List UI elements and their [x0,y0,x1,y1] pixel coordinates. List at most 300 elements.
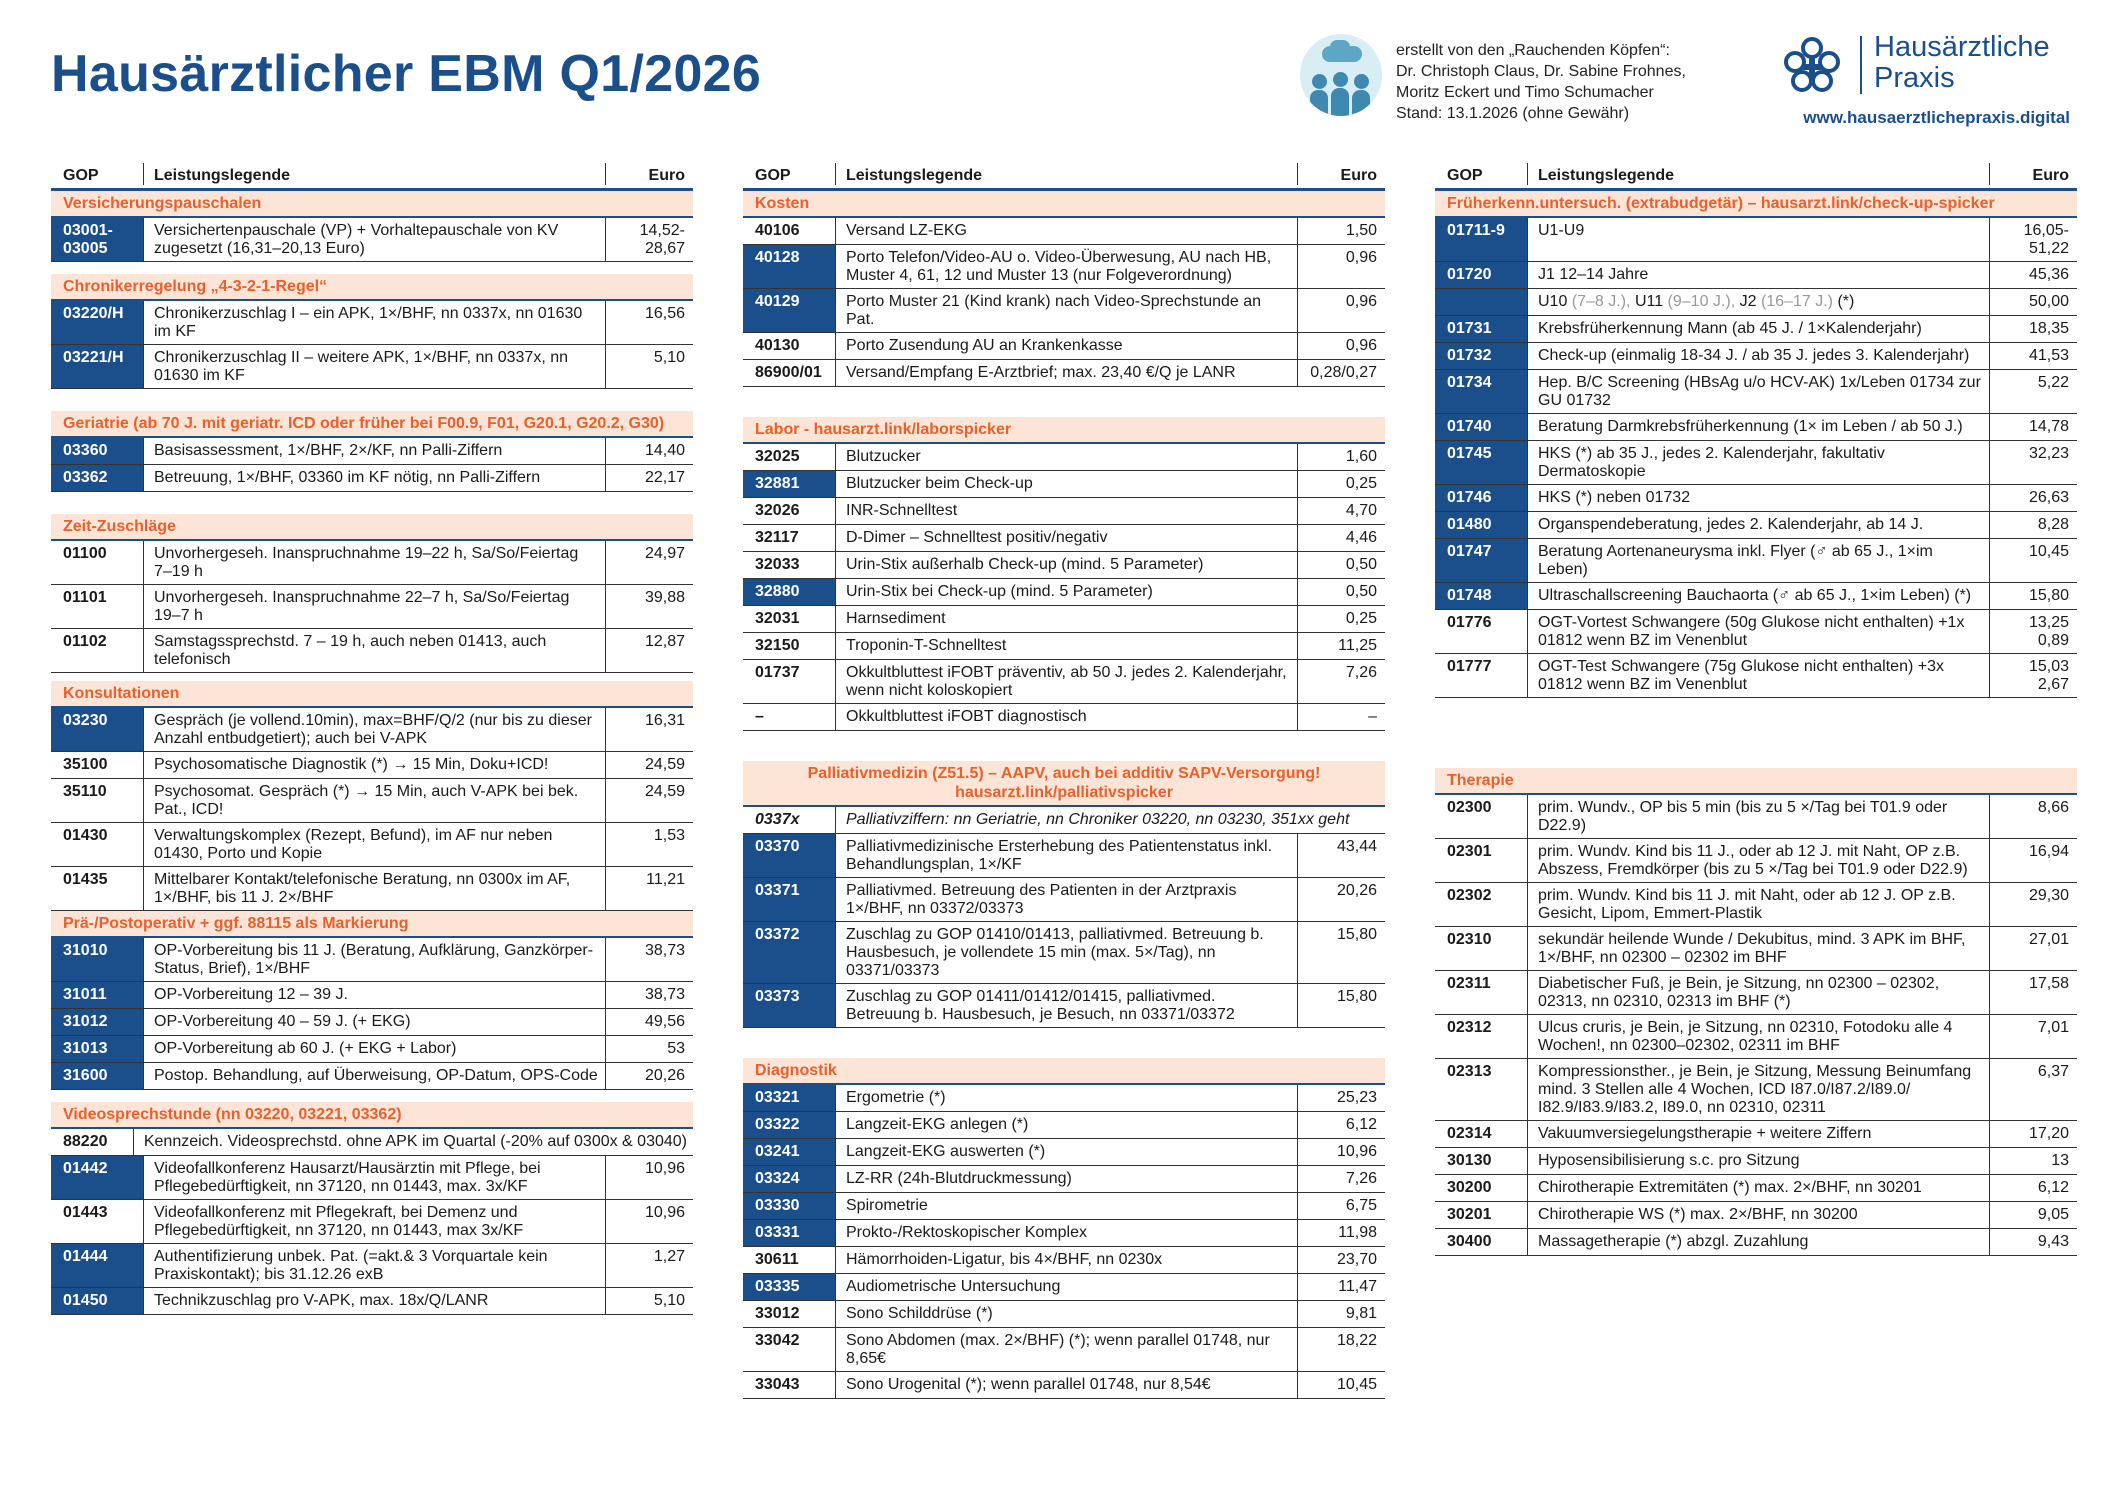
euro-value: 29,30 [1989,883,2077,926]
hausaerztliche-praxis-logo [1780,30,2080,130]
euro-value: 4,70 [1297,498,1385,524]
table-row [743,922,1385,984]
service-description: Urin-Stix außerhalb Check-up (mind. 5 Parameter) [835,552,1297,578]
service-description: Okkultbluttest iFOBT diagnostisch [835,704,1297,730]
table-row [1435,370,2077,414]
table-row [51,301,693,345]
section [51,911,693,1090]
service-description: Zuschlag zu GOP 01411/01412/01415, palliativmed. Betreuung b. Hausbesuch, je Besuch, nn 03371/03372 [835,984,1297,1027]
service-description: Zuschlag zu GOP 01410/01413, palliativmed. Betreuung b. Hausbesuch, je vollendete 15 min (max. 5×/Tag), nn 03371/03373 [835,922,1297,983]
euro-value: 45,36 [1989,262,2077,288]
gop-code: 03372 [743,922,835,983]
euro-value: 38,73 [605,982,693,1008]
gop-code: 32025 [755,448,800,465]
column-2 [743,163,1385,1399]
service-description: prim. Wundv. Kind bis 11 J. mit Naht, oder ab 12 J. OP z.B. Gesicht, Lipom, Emmert-Plastik [1527,883,1989,926]
exam-label: U10 [1538,293,1568,310]
service-description: Porto Muster 21 (Kind krank) nach Video-Sprechstunde an Pat. [835,289,1297,332]
section-title: Labor - hausarzt.link/laborspicker [743,417,1385,444]
gop-code: 35100 [63,756,108,773]
table-row [743,498,1385,525]
gop-code: 31600 [51,1063,143,1089]
gop-code: 02310 [1447,931,1492,948]
gop-code: 01480 [1435,512,1527,538]
service-description: Sono Schilddrüse (*) [835,1301,1297,1327]
euro-value: 50,00 [1989,289,2077,315]
service-description: J1 12–14 Jahre [1527,262,1989,288]
service-description: Diabetischer Fuß, je Bein, je Sitzung, nn 02300 – 02302, 02313, nn 02310, 02313 im BHF (*) [1527,971,1989,1014]
header-legend: Leistungslegende [143,163,605,185]
euro-value: 16,56 [605,301,693,344]
euro-value: 10,96 [605,1200,693,1243]
table-header [51,163,693,191]
service-description: Blutzucker [835,444,1297,470]
euro-value: 41,53 [1989,343,2077,369]
gop-code: 01430 [63,827,108,844]
service-description: Ultraschallscreening Bauchaorta (♂ ab 65 J., 1×im Leben) (*) [1527,583,1989,609]
service-description: OP-Vorbereitung 12 – 39 J. [143,982,605,1008]
gop-code: 03335 [743,1274,835,1300]
table-row [743,1166,1385,1193]
service-description: Versichertenpauschale (VP) + Vorhaltepauschale von KV zugesetzt (16,31–20,13 Euro) [143,218,605,261]
service-description: Organspendeberatung, jedes 2. Kalenderjahr, ab 14 J. [1527,512,1989,538]
gop-code: 30130 [1447,1152,1492,1169]
gop-code: 31013 [51,1036,143,1062]
gop-code: 30201 [1447,1206,1492,1223]
service-description: Beratung Aortenaneurysma inkl. Flyer (♂ ab 65 J., 1×im Leben) [1527,539,1989,582]
service-description: Technikzuschlag pro V-APK, max. 18x/Q/LANR [143,1288,605,1314]
section-title: Therapie [1435,768,2077,795]
table-row [743,1274,1385,1301]
section [51,1102,693,1315]
table-row [743,444,1385,471]
table-row [743,984,1385,1028]
euro-value: 10,96 [605,1156,693,1199]
service-description: Massagetherapie (*) abzgl. Zuzahlung [1527,1229,1989,1255]
euro-value: 14,52- 28,67 [605,218,693,261]
euro-value: 10,45 [1297,1372,1385,1398]
section [743,191,1385,387]
table-row [1435,262,2077,289]
service-description: Basisassessment, 1×/BHF, 2×/KF, nn Palli-Ziffern [143,438,605,464]
gop-code: 01711-9 [1435,218,1527,261]
service-description: Hämorrhoiden-Ligatur, bis 4×/BHF, nn 0230x [835,1247,1297,1273]
service-description: Chirotherapie Extremitäten (*) max. 2×/BHF, nn 30201 [1527,1175,1989,1201]
credits-line: Dr. Christoph Claus, Dr. Sabine Frohnes, [1396,63,1686,80]
euro-value: 16,94 [1989,839,2077,882]
gop-code: 01731 [1435,316,1527,342]
section-title: Kosten [743,191,1385,218]
service-description: Ulcus cruris, je Bein, je Sitzung, nn 02310, Fotodoku alle 4 Wochen!, nn 02300–02302, 02311 im BHF [1527,1015,1989,1058]
table-row [51,438,693,465]
table-row [1435,1059,2077,1121]
service-description: Harnsediment [835,606,1297,632]
gop-code: 32026 [755,502,800,519]
gop-code: 01443 [63,1204,108,1221]
table-header [1435,163,2077,191]
table-row [743,218,1385,245]
table-row [743,1220,1385,1247]
euro-value: 13 [1989,1148,2077,1174]
euro-value: 6,12 [1989,1175,2077,1201]
table-row [743,552,1385,579]
exam-label: (*) [1837,293,1855,310]
table-row [743,807,1385,834]
service-description: Palliativziffern: nn Geriatrie, nn Chroniker 03220, nn 03230, 351xx geht [835,807,1385,833]
gop-code: 01734 [1435,370,1527,413]
gop-code: 32881 [743,471,835,497]
service-description: INR-Schnelltest [835,498,1297,524]
service-description: Langzeit-EKG anlegen (*) [835,1112,1297,1138]
table-row [1435,316,2077,343]
section [1435,768,2077,1256]
credits-line: erstellt von den „Rauchenden Köpfen“: [1396,42,1670,59]
euro-value: 24,59 [605,752,693,778]
service-description: HKS (*) ab 35 J., jedes 2. Kalenderjahr, fakultativ Dermatoskopie [1527,441,1989,484]
section-title: Geriatrie (ab 70 J. mit geriatr. ICD oder früher bei F00.9, F01, G20.1, G20.2, G30) [51,411,693,438]
service-description: Okkultbluttest iFOBT präventiv, ab 50 J. jedes 2. Kalenderjahr, wenn nicht koloskopiert [835,660,1297,703]
service-description: Betreuung, 1×/BHF, 03360 im KF nötig, nn Palli-Ziffern [143,465,605,491]
service-description: Langzeit-EKG auswerten (*) [835,1139,1297,1165]
section-title: Chronikerregelung „4-3-2-1-Regel“ [51,274,693,301]
service-description: Chronikerzuschlag II – weitere APK, 1×/BHF, nn 0337x, nn 01630 im KF [143,345,605,388]
table-row [743,289,1385,333]
table-row [743,660,1385,704]
euro-value: 53 [605,1036,693,1062]
gop-code: 02314 [1447,1125,1492,1142]
euro-value: 25,23 [1297,1085,1385,1111]
service-description: prim. Wundv., OP bis 5 min (bis zu 5 ×/Tag bei T01.9 oder D22.9) [1527,795,1989,838]
gop-code: 03360 [51,438,143,464]
gop-code: 01101 [63,589,107,606]
table-row [1435,795,2077,839]
section [51,274,693,389]
service-description: Palliativmed. Betreuung des Patienten in der Arztpraxis 1×/BHF, nn 03372/03373 [835,878,1297,921]
table-row [1435,839,2077,883]
table-row [743,525,1385,552]
table-row [1435,414,2077,441]
euro-value: 16,31 [605,708,693,751]
euro-value: 0,96 [1297,333,1385,359]
euro-value: 1,60 [1297,444,1385,470]
euro-value: 8,66 [1989,795,2077,838]
euro-value: 5,10 [605,345,693,388]
table-row [1435,1229,2077,1256]
logo-name-line: Hausärztliche [1874,31,2050,63]
euro-value: 6,12 [1297,1112,1385,1138]
euro-value: 0,28/0,27 [1297,360,1385,386]
column-3 [1435,163,2077,1256]
service-description: Kennzeich. Videosprechstd. ohne APK im Quartal (-20% auf 0300x & 03040) [133,1129,693,1155]
service-description: OP-Vorbereitung 40 – 59 J. (+ EKG) [143,1009,605,1035]
euro-value: 1,50 [1297,218,1385,244]
table-row [51,982,693,1009]
euro-value: 20,26 [1297,878,1385,921]
service-description: Mittelbarer Kontakt/telefonische Beratung, nn 0300x im AF, 1×/BHF, bis 11 J. 2×/BHF [143,867,605,910]
table-row [1435,1015,2077,1059]
euro-value: 13,25 0,89 [1989,610,2077,653]
euro-value: 1,53 [605,823,693,866]
header-legend: Leistungslegende [835,163,1297,185]
gop-code: 01435 [63,871,108,888]
table-row [51,1129,693,1156]
table-row [1435,971,2077,1015]
table-row [51,823,693,867]
service-description: Blutzucker beim Check-up [835,471,1297,497]
service-description: Versand/Empfang E-Arztbrief; max. 23,40 €/Q je LANR [835,360,1297,386]
table-row [51,779,693,823]
table-row [743,1139,1385,1166]
euro-value: 0,25 [1297,606,1385,632]
service-description: Psychosomat. Gespräch (*) → 15 Min, auch V-APK bei bek. Pat., ICD! [143,779,605,822]
gop-code: 01737 [755,664,800,681]
euro-value: 38,73 [605,938,693,981]
euro-value: 24,97 [605,541,693,584]
service-description: Palliativmedizinische Ersterhebung des Patientenstatus inkl. Behandlungsplan, 1×/KF [835,834,1297,877]
euro-value: 12,87 [605,629,693,672]
table-row [743,1372,1385,1399]
euro-value: 0,25 [1297,471,1385,497]
gop-code: 30611 [755,1251,799,1268]
euro-value: 5,22 [1989,370,2077,413]
service-description: Prokto-/Rektoskopischer Komplex [835,1220,1297,1246]
table-row [743,1328,1385,1372]
header-euro: Euro [1989,163,2077,185]
table-row [1435,539,2077,583]
header-gop: GOP [1447,167,1483,184]
section-title: Früherkenn.untersuch. (extrabudgetär) – hausarzt.link/check-up-spicker [1435,191,2077,218]
gop-code: 03220/H [51,301,143,344]
gop-code: 01745 [1435,441,1527,484]
euro-value: 7,26 [1297,660,1385,703]
table-row [743,704,1385,731]
table-row [743,1301,1385,1328]
service-description: prim. Wundv. Kind bis 11 J., oder ab 12 J. mit Naht, OP z.B. Abszess, Fremdkörper (bis zu 5 ×/Tag bei T01.9 oder D22.9) [1527,839,1989,882]
logo-name-line: Praxis [1874,62,1955,94]
table-row [1435,441,2077,485]
gop-code: 03362 [51,465,143,491]
euro-value: 15,03 2,67 [1989,654,2077,697]
service-description: Porto Telefon/Video-AU o. Video-Überwesung, AU nach HB, Muster 4, 61, 12 und Muster 13 (nur Folgeverordnung) [835,245,1297,288]
service-description: Hyposensibilisierung s.c. pro Sitzung [1527,1148,1989,1174]
table-row [51,585,693,629]
table-row [743,245,1385,289]
website-link[interactable]: www.hausaerztlichepraxis.digital [1803,108,2070,127]
euro-value: 5,10 [605,1288,693,1314]
table-row [51,1156,693,1200]
service-description: Authentifizierung unbek. Pat. (=akt.& 3 Vorquartale kein Praxiskontakt); bis 31.12.26 exB [143,1244,605,1287]
gop-code: 03321 [743,1085,835,1111]
gop-code: – [755,708,764,725]
gop-code: 03370 [743,834,835,877]
service-description: Troponin-T-Schnelltest [835,633,1297,659]
gop-code: 35110 [63,783,107,800]
table-row [51,1200,693,1244]
service-description: Vakuumversiegelungstherapie + weitere Ziffern [1527,1121,1989,1147]
section [743,417,1385,731]
euro-value: 6,75 [1297,1193,1385,1219]
service-description: Sono Urogenital (*); wenn parallel 01748, nur 8,54€ [835,1372,1297,1398]
euro-value: 18,35 [1989,316,2077,342]
gop-code: 02311 [1447,975,1491,992]
service-description: Spirometrie [835,1193,1297,1219]
gop-code: 33042 [755,1332,800,1349]
gop-code: 01776 [1447,614,1492,631]
gop-code: 40130 [755,337,800,354]
euro-value: 49,56 [605,1009,693,1035]
euro-value: 9,05 [1989,1202,2077,1228]
service-description: Videofallkonferenz Hausarzt/Hausärztin mit Pflege, bei Pflegebedürftigkeit, nn 37120, nn 01443, max. 3x/KF [143,1156,605,1199]
service-description: Hep. B/C Screening (HBsAg u/o HCV-AK) 1x/Leben 01734 zur GU 01732 [1527,370,1989,413]
euro-value: 23,70 [1297,1247,1385,1273]
euro-value: 7,01 [1989,1015,2077,1058]
euro-value: 17,58 [1989,971,2077,1014]
gop-code: 30200 [1447,1179,1492,1196]
gop-code: 01442 [51,1156,143,1199]
gop-code: 40128 [743,245,835,288]
gop-code: 32880 [743,579,835,605]
euro-value: 4,46 [1297,525,1385,551]
gop-code: 01450 [51,1288,143,1314]
euro-value: 8,28 [1989,512,2077,538]
table-row [1435,883,2077,927]
gop-code: 01100 [63,545,107,562]
table-row [743,471,1385,498]
gop-code [1435,289,1527,315]
header-legend: Leistungslegende [1527,163,1989,185]
euro-value: 27,01 [1989,927,2077,970]
gop-code: 01748 [1435,583,1527,609]
header-euro: Euro [605,163,693,185]
service-description: Gespräch (je vollend.10min), max=BHF/Q/2 (nur bis zu dieser Anzahl entbudgetiert); auch bei V-APK [143,708,605,751]
gop-code: 02301 [1447,843,1492,860]
gop-code: 01740 [1435,414,1527,440]
euro-value: 14,40 [605,438,693,464]
age-range: (9–10 J.), [1663,293,1740,310]
table-row [51,541,693,585]
euro-value: 9,43 [1989,1229,2077,1255]
section-title: Videosprechstunde (nn 03220, 03221, 03362) [51,1102,693,1129]
service-description: Chirotherapie WS (*) max. 2×/BHF, nn 30200 [1527,1202,1989,1228]
table-row [1435,1175,2077,1202]
table-row [51,629,693,673]
table-row [1435,1121,2077,1148]
euro-value: 0,96 [1297,245,1385,288]
section-title: Versicherungspauschalen [51,191,693,218]
section-title: Diagnostik [743,1058,1385,1085]
table-row [743,1247,1385,1274]
table-row [51,218,693,262]
service-description: OP-Vorbereitung bis 11 J. (Beratung, Aufklärung, Ganzkörper-Status, Brief), 1×/BHF [143,938,605,981]
table-row [51,1288,693,1315]
euro-value: 0,50 [1297,579,1385,605]
euro-value: 17,20 [1989,1121,2077,1147]
euro-value: 6,37 [1989,1059,2077,1120]
gop-code: 33043 [755,1376,800,1393]
euro-value: 11,47 [1297,1274,1385,1300]
gop-code: 01102 [63,633,107,650]
euro-value: 20,26 [605,1063,693,1089]
header-gop: GOP [755,167,791,184]
table-row [743,579,1385,606]
euro-value: 24,59 [605,779,693,822]
gop-code: 86900/01 [755,364,822,381]
table-row [1435,218,2077,262]
credits-line: Stand: 13.1.2026 (ohne Gewähr) [1396,105,1630,122]
euro-value: 14,78 [1989,414,2077,440]
euro-value: 9,81 [1297,1301,1385,1327]
service-description: Chronikerzuschlag I – ein APK, 1×/BHF, nn 0337x, nn 01630 im KF [143,301,605,344]
service-description: Versand LZ-EKG [835,218,1297,244]
table-row [51,867,693,911]
section [1435,191,2077,698]
table-row [743,633,1385,660]
table-row [743,834,1385,878]
table-row [743,1193,1385,1220]
euro-value: 0,96 [1297,289,1385,332]
table-row [743,1112,1385,1139]
table-row [1435,654,2077,698]
euro-value: 26,63 [1989,485,2077,511]
euro-value: 18,22 [1297,1328,1385,1371]
euro-value: 15,80 [1989,583,2077,609]
service-description: Psychosomatische Diagnostik (*) → 15 Min, Doku+ICD! [143,752,605,778]
table-row [1435,927,2077,971]
gop-code: 03373 [743,984,835,1027]
service-description: Kompressionsther., je Bein, je Sitzung, Messung Beinumfang mind. 3 Stellen alle 4 Wochen, ICD I87.0/I87.2/I89.0/ I82.9/I83.9/I83.2, I89.0, nn 02310, 02311 [1527,1059,1989,1120]
euro-value: 43,44 [1297,834,1385,877]
service-description: Sono Abdomen (max. 2×/BHF) (*); wenn parallel 01748, nur 8,65€ [835,1328,1297,1371]
service-description: U1-U9 [1527,218,1989,261]
table-row [51,752,693,779]
gop-code: 03371 [743,878,835,921]
section-title: Prä-/Postoperativ + ggf. 88115 als Markierung [51,911,693,938]
euro-value: 16,05- 51,22 [1989,218,2077,261]
age-range: (16–17 J.) [1756,293,1838,310]
service-description: Verwaltungskomplex (Rezept, Befund), im AF nur neben 01430, Porto und Kopie [143,823,605,866]
gop-code: 03330 [743,1193,835,1219]
gop-code: 30400 [1447,1233,1492,1250]
table-row [51,1063,693,1090]
gop-code: 02300 [1447,799,1492,816]
header-euro: Euro [1297,163,1385,185]
gop-code: 40106 [755,222,800,239]
section [743,1058,1385,1399]
table-row [743,1085,1385,1112]
table-row [51,1244,693,1288]
gop-code: 03221/H [51,345,143,388]
service-description: Unvorhergeseh. Inanspruchnahme 19–22 h, Sa/So/Feiertag 7–19 h [143,541,605,584]
gop-code: 31012 [51,1009,143,1035]
gop-code: 32117 [755,529,799,546]
gop-code: 31011 [51,982,143,1008]
gop-code: 33012 [755,1305,800,1322]
column-1 [51,163,693,1315]
gop-code: 40129 [743,289,835,332]
gop-code: 03241 [743,1139,835,1165]
euro-value: 15,80 [1297,922,1385,983]
gop-code: 02313 [1447,1063,1492,1080]
euro-value: – [1297,704,1385,730]
gop-code: 01732 [1435,343,1527,369]
section-title: Zeit-Zuschläge [51,514,693,541]
euro-value: 11,25 [1297,633,1385,659]
header-gop: GOP [63,167,99,184]
euro-value: 10,96 [1297,1139,1385,1165]
table-row [743,360,1385,387]
table-row [1435,610,2077,654]
euro-value: 11,98 [1297,1220,1385,1246]
